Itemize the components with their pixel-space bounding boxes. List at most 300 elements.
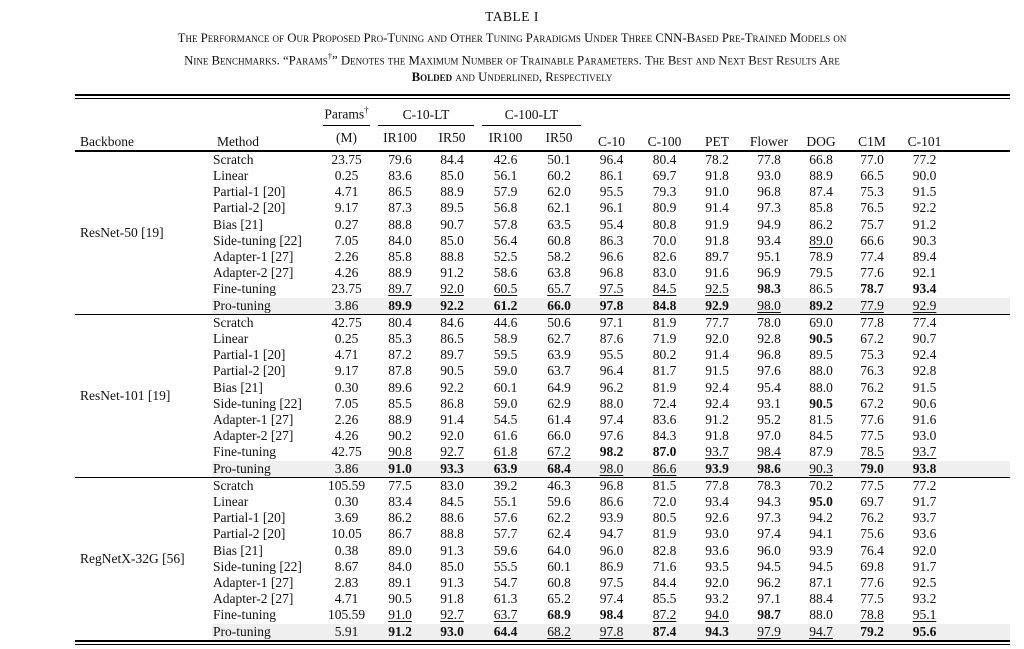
value-cell: 91.3	[440, 542, 464, 558]
params-cell: 23.75	[331, 281, 362, 297]
value-cell: 77.8	[757, 151, 781, 167]
table-row	[75, 265, 1010, 281]
table-row	[75, 607, 1010, 623]
method-cell: Adapter-2 [27]	[213, 265, 294, 281]
value-cell: 97.5	[599, 575, 624, 591]
table-row	[75, 444, 1010, 460]
params-cell: 3.86	[319, 461, 374, 478]
value-cell: 91.0	[374, 461, 426, 478]
table-row	[75, 624, 1010, 640]
value-cell: 89.0	[809, 232, 833, 248]
value-cell: 91.4	[705, 200, 729, 216]
method-cell: Adapter-2 [27]	[213, 428, 294, 444]
value-cell: 57.9	[493, 184, 518, 200]
value-cell: 61.6	[493, 428, 518, 444]
value-cell: 84.4	[440, 151, 464, 167]
params-cell: 4.71	[334, 184, 359, 200]
value-cell: 77.5	[847, 477, 897, 494]
value-cell: 72.4	[652, 395, 677, 411]
value-cell: 93.7	[912, 510, 937, 526]
dagger-symbol: †	[364, 105, 369, 116]
params-cell: 42.75	[319, 314, 374, 331]
value-cell: 98.7	[757, 607, 781, 623]
spacer-cell	[952, 363, 1010, 379]
col-header-c101: C-101	[907, 133, 942, 149]
table-row	[75, 184, 1010, 200]
spacer-cell	[952, 543, 1010, 559]
value-cell: 94.5	[809, 558, 833, 574]
value-cell: 83.0	[652, 265, 677, 281]
params-cell: 3.69	[334, 510, 359, 526]
value-cell: 89.7	[440, 347, 464, 363]
value-cell: 96.2	[599, 379, 624, 395]
value-cell: 97.8	[585, 624, 638, 640]
value-cell: 93.2	[705, 591, 729, 607]
value-cell: 81.5	[809, 412, 833, 428]
value-cell: 93.9	[599, 510, 624, 526]
spacer-cell	[952, 151, 1010, 168]
spacer-cell	[952, 331, 1010, 347]
value-cell: 80.9	[652, 200, 677, 216]
method-cell: Bias [21]	[213, 542, 263, 558]
value-cell: 62.0	[547, 184, 571, 200]
value-cell: 81.9	[652, 379, 677, 395]
value-cell: 75.3	[860, 184, 884, 200]
params-cell: 7.05	[334, 395, 359, 411]
value-cell: 54.5	[493, 412, 518, 428]
table-title: TABLE I	[485, 9, 539, 24]
value-cell: 60.8	[547, 575, 571, 591]
value-cell: 81.7	[652, 363, 677, 379]
value-cell: 59.0	[493, 363, 518, 379]
value-cell: 96.8	[585, 477, 638, 494]
caption-line-3: Bolded and Underlined, Respectively	[411, 70, 613, 85]
spacer-cell	[952, 265, 1010, 281]
value-cell: 92.4	[705, 379, 729, 395]
value-cell: 71.6	[652, 558, 677, 574]
table-row	[75, 363, 1010, 379]
value-cell: 79.3	[652, 184, 677, 200]
value-cell: 85.8	[809, 200, 833, 216]
value-cell: 84.0	[388, 558, 412, 574]
method-cell: Pro-tuning	[212, 461, 319, 478]
params-cell: 9.17	[334, 200, 359, 216]
method-cell: Side-tuning [22]	[213, 232, 302, 248]
spacer-cell	[952, 494, 1010, 510]
value-cell: 62.4	[547, 526, 571, 542]
value-cell: 57.7	[493, 526, 518, 542]
spacer-cell	[952, 444, 1010, 460]
caption-line-1: The Performance of Our Proposed Pro-Tuning and Other Tuning Paradigms Under Three CNN-Based Pre-Trained Models on	[177, 31, 847, 45]
value-cell: 76.2	[860, 510, 884, 526]
value-cell: 95.0	[809, 494, 833, 510]
value-cell: 84.5	[440, 494, 464, 510]
value-cell: 62.2	[547, 510, 571, 526]
value-cell: 91.5	[705, 363, 729, 379]
value-cell: 94.0	[705, 607, 729, 623]
spacer-cell	[952, 281, 1010, 297]
method-cell: Fine-tuning	[213, 281, 276, 297]
table-caption	[0, 30, 1024, 87]
value-cell: 96.4	[599, 363, 624, 379]
value-cell: 92.8	[912, 363, 937, 379]
value-cell: 86.2	[388, 510, 412, 526]
value-cell: 94.9	[757, 216, 781, 232]
value-cell: 86.3	[599, 232, 624, 248]
value-cell: 77.4	[860, 248, 884, 264]
spacer-cell	[952, 412, 1010, 428]
value-cell: 98.6	[743, 461, 795, 478]
value-cell: 93.0	[705, 526, 729, 542]
value-cell: 85.8	[388, 248, 412, 264]
value-cell: 85.0	[440, 558, 464, 574]
table-body	[75, 151, 1010, 640]
value-cell: 77.2	[912, 151, 937, 167]
value-cell: 60.5	[493, 281, 518, 297]
table-row	[75, 233, 1010, 249]
value-cell: 78.9	[809, 248, 833, 264]
value-cell: 91.2	[374, 624, 426, 640]
method-cell: Fine-tuning	[213, 607, 276, 623]
value-cell: 86.1	[599, 167, 624, 183]
value-cell: 91.8	[440, 591, 464, 607]
value-cell: 68.4	[533, 461, 585, 478]
value-cell: 88.6	[440, 510, 464, 526]
value-cell: 55.5	[493, 558, 518, 574]
table-row	[75, 249, 1010, 265]
value-cell: 93.1	[757, 395, 781, 411]
params-cell: 0.30	[334, 379, 359, 395]
value-cell: 95.5	[599, 184, 624, 200]
method-cell: Fine-tuning	[213, 444, 276, 460]
value-cell: 63.7	[493, 607, 518, 623]
table-row	[75, 347, 1010, 363]
value-cell: 67.2	[860, 395, 884, 411]
params-cell: 7.05	[334, 232, 359, 248]
value-cell: 61.3	[493, 591, 518, 607]
value-cell: 85.0	[440, 232, 464, 248]
value-cell: 97.1	[757, 591, 781, 607]
value-cell: 94.1	[809, 526, 833, 542]
params-cell: 9.17	[334, 363, 359, 379]
value-cell: 56.1	[493, 167, 518, 183]
value-cell: 96.8	[599, 265, 624, 281]
value-cell: 88.0	[599, 395, 624, 411]
value-cell: 66.6	[860, 232, 884, 248]
method-cell: Linear	[213, 494, 249, 510]
value-cell: 91.0	[388, 607, 412, 623]
value-cell: 88.0	[809, 607, 833, 623]
value-cell: 95.1	[757, 248, 781, 264]
value-cell: 88.9	[388, 265, 412, 281]
value-cell: 92.6	[705, 510, 729, 526]
value-cell: 97.5	[599, 281, 624, 297]
value-cell: 85.5	[652, 591, 677, 607]
value-cell: 92.2	[426, 298, 478, 315]
value-cell: 93.0	[757, 167, 781, 183]
value-cell: 89.9	[374, 298, 426, 315]
value-cell: 97.4	[757, 526, 781, 542]
value-cell: 87.3	[388, 200, 412, 216]
params-cell: 105.59	[319, 477, 374, 494]
value-cell: 91.8	[705, 167, 729, 183]
value-cell: 63.5	[547, 216, 571, 232]
value-cell: 93.4	[705, 494, 729, 510]
value-cell: 94.5	[757, 558, 781, 574]
value-cell: 91.2	[440, 265, 464, 281]
value-cell: 97.8	[585, 298, 638, 315]
value-cell: 93.9	[809, 542, 833, 558]
value-cell: 96.0	[599, 542, 624, 558]
value-cell: 86.7	[388, 526, 412, 542]
value-cell: 87.4	[809, 184, 833, 200]
spacer-cell	[952, 184, 1010, 200]
value-cell: 63.9	[547, 347, 571, 363]
value-cell: 92.9	[691, 298, 743, 315]
value-cell: 92.7	[440, 607, 464, 623]
spacer-cell	[952, 575, 1010, 591]
value-cell: 69.8	[860, 558, 884, 574]
value-cell: 83.0	[426, 477, 478, 494]
spacer-column	[952, 99, 1010, 151]
spacer-cell	[952, 510, 1010, 526]
value-cell: 81.9	[652, 526, 677, 542]
value-cell: 59.0	[493, 395, 518, 411]
col-header-c10: C-10	[598, 133, 625, 149]
results-table	[75, 99, 1010, 640]
method-cell: Partial-2 [20]	[213, 526, 286, 542]
value-cell: 93.6	[705, 542, 729, 558]
value-cell: 91.4	[705, 347, 729, 363]
value-cell: 91.9	[705, 216, 729, 232]
backbone-cell: ResNet-101 [19]	[75, 314, 212, 477]
value-cell: 77.6	[860, 575, 884, 591]
value-cell: 61.4	[547, 412, 571, 428]
value-cell: 58.9	[493, 331, 518, 346]
params-cell: 0.25	[334, 167, 359, 183]
value-cell: 89.1	[388, 575, 412, 591]
table-row	[75, 494, 1010, 510]
value-cell: 60.8	[547, 232, 571, 248]
value-cell: 66.8	[809, 151, 833, 167]
value-cell: 91.7	[912, 558, 937, 574]
value-cell: 84.0	[388, 232, 412, 248]
table-row	[75, 510, 1010, 526]
col-header-pet: PET	[704, 133, 729, 149]
spacer-cell	[952, 607, 1010, 623]
value-cell: 83.6	[388, 167, 412, 183]
value-cell: 91.0	[705, 184, 729, 200]
params-cell: 4.26	[334, 428, 359, 444]
value-cell: 92.0	[440, 281, 464, 297]
value-cell: 87.2	[652, 607, 677, 623]
value-cell: 60.1	[547, 558, 571, 574]
paper-page	[0, 9, 1024, 649]
value-cell: 65.7	[547, 281, 571, 297]
method-cell: Linear	[213, 331, 249, 346]
method-cell: Adapter-2 [27]	[213, 591, 294, 607]
value-cell: 78.7	[860, 281, 884, 297]
value-cell: 98.0	[743, 298, 795, 315]
value-cell: 87.4	[638, 624, 691, 640]
value-cell: 94.7	[795, 624, 847, 640]
table-row	[75, 559, 1010, 575]
value-cell: 64.9	[547, 379, 571, 395]
value-cell: 71.9	[652, 331, 677, 346]
method-cell: Linear	[213, 167, 249, 183]
value-cell: 87.9	[809, 444, 833, 460]
value-cell: 93.4	[912, 281, 937, 297]
value-cell: 79.0	[847, 461, 897, 478]
spacer-cell	[952, 477, 1010, 494]
col-header-params-unit: (M)	[336, 129, 357, 145]
col-header-ir50-b: IR50	[545, 129, 573, 145]
value-cell: 63.9	[478, 461, 533, 478]
table-header	[75, 99, 1010, 151]
params-cell: 23.75	[331, 151, 362, 167]
value-cell: 96.8	[757, 184, 781, 200]
value-cell: 90.5	[440, 363, 464, 379]
method-cell: Adapter-1 [27]	[213, 575, 294, 591]
value-cell: 68.2	[533, 624, 585, 640]
method-cell: Scratch	[213, 151, 254, 167]
value-cell: 57.8	[493, 216, 518, 232]
value-cell: 77.0	[860, 151, 884, 167]
value-cell: 58.6	[493, 265, 518, 281]
value-cell: 95.2	[757, 412, 781, 428]
value-cell: 86.5	[388, 184, 412, 200]
value-cell: 91.2	[705, 412, 729, 428]
value-cell: 89.5	[809, 347, 833, 363]
value-cell: 72.0	[652, 494, 677, 510]
value-cell: 61.2	[478, 298, 533, 315]
value-cell: 90.0	[912, 167, 937, 183]
value-cell: 95.4	[599, 216, 624, 232]
value-cell: 90.7	[440, 216, 464, 232]
method-cell: Adapter-1 [27]	[213, 248, 294, 264]
value-cell: 77.5	[860, 428, 884, 444]
value-cell: 75.6	[860, 526, 884, 542]
value-cell: 77.2	[897, 477, 952, 494]
value-cell: 78.2	[705, 151, 729, 167]
value-cell: 76.2	[860, 379, 884, 395]
spacer-cell	[952, 217, 1010, 233]
method-cell: Partial-2 [20]	[213, 200, 286, 216]
value-cell: 78.5	[860, 444, 884, 460]
value-cell: 93.7	[705, 444, 729, 460]
value-cell: 78.8	[860, 607, 884, 623]
table-row	[75, 151, 1010, 168]
params-cell: 2.26	[334, 412, 359, 428]
value-cell: 98.4	[757, 444, 781, 460]
value-cell: 90.3	[795, 461, 847, 478]
col-header-c100: C-100	[647, 133, 682, 149]
value-cell: 88.8	[388, 216, 412, 232]
value-cell: 92.2	[912, 200, 937, 216]
value-cell: 91.8	[705, 428, 729, 444]
value-cell: 55.1	[493, 494, 518, 510]
value-cell: 80.4	[652, 151, 677, 167]
method-cell: Partial-1 [20]	[213, 184, 286, 200]
value-cell: 84.3	[652, 428, 677, 444]
value-cell: 60.2	[547, 167, 571, 183]
value-cell: 80.5	[652, 510, 677, 526]
table-row	[75, 591, 1010, 607]
value-cell: 84.6	[426, 314, 478, 331]
value-cell: 85.0	[440, 167, 464, 183]
value-cell: 83.4	[388, 494, 412, 510]
value-cell: 61.8	[493, 444, 518, 460]
params-cell: 42.75	[331, 444, 362, 460]
params-cell: 3.86	[319, 298, 374, 315]
value-cell: 87.2	[388, 347, 412, 363]
params-cell: 0.30	[334, 494, 359, 510]
value-cell: 96.0	[757, 542, 781, 558]
params-cell: 4.71	[334, 347, 359, 363]
spacer-cell	[952, 249, 1010, 265]
params-cell: 4.71	[334, 591, 359, 607]
value-cell: 98.0	[585, 461, 638, 478]
params-cell: 4.26	[334, 265, 359, 281]
value-cell: 93.3	[426, 461, 478, 478]
value-cell: 84.4	[652, 575, 677, 591]
value-cell: 69.0	[795, 314, 847, 331]
value-cell: 86.2	[809, 216, 833, 232]
table-row	[75, 477, 1010, 494]
value-cell: 84.5	[809, 428, 833, 444]
method-cell: Partial-1 [20]	[213, 347, 286, 363]
value-cell: 91.4	[440, 412, 464, 428]
value-cell: 63.7	[547, 363, 571, 379]
value-cell: 76.3	[860, 363, 884, 379]
value-cell: 90.5	[809, 331, 833, 346]
value-cell: 88.0	[809, 363, 833, 379]
value-cell: 91.5	[912, 184, 937, 200]
value-cell: 97.3	[757, 200, 781, 216]
value-cell: 88.0	[809, 379, 833, 395]
table-row	[75, 396, 1010, 412]
value-cell: 92.4	[912, 347, 937, 363]
value-cell: 90.8	[388, 444, 412, 460]
value-cell: 92.2	[440, 379, 464, 395]
value-cell: 90.2	[388, 428, 412, 444]
value-cell: 97.1	[585, 314, 638, 331]
value-cell: 75.3	[860, 347, 884, 363]
spacer-cell	[952, 314, 1010, 331]
value-cell: 62.7	[547, 331, 571, 346]
method-cell: Side-tuning [22]	[213, 558, 302, 574]
value-cell: 87.8	[388, 363, 412, 379]
spacer-cell	[952, 624, 1010, 640]
value-cell: 84.5	[652, 281, 677, 297]
value-cell: 69.7	[860, 494, 884, 510]
value-cell: 89.5	[440, 200, 464, 216]
value-cell: 85.5	[388, 395, 412, 411]
table-row	[75, 298, 1010, 315]
value-cell: 98.4	[599, 607, 624, 623]
value-cell: 93.7	[912, 444, 937, 460]
value-cell: 96.1	[599, 200, 624, 216]
value-cell: 70.2	[795, 477, 847, 494]
value-cell: 96.6	[599, 248, 624, 264]
col-header-method: Method	[217, 133, 259, 149]
value-cell: 97.4	[599, 591, 624, 607]
value-cell: 77.6	[860, 265, 884, 281]
spacer-cell	[952, 526, 1010, 542]
value-cell: 57.6	[493, 510, 518, 526]
value-cell: 98.3	[757, 281, 781, 297]
value-cell: 93.5	[705, 558, 729, 574]
